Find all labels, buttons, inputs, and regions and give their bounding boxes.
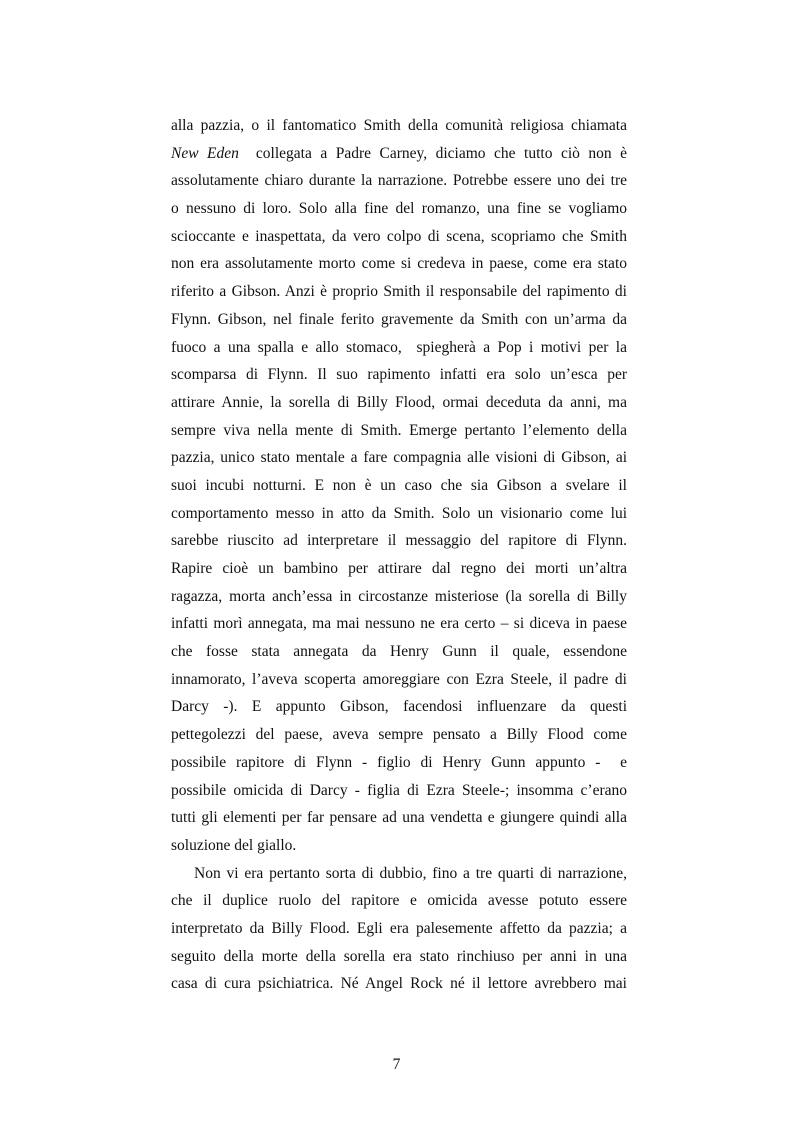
- text-line: interpretato da Billy Flood. Egli era palesemente affetto da pazzia; a: [171, 919, 627, 937]
- text-line: scioccante e inaspettata, da vero colpo di scena, scopriamo che Smith: [171, 227, 627, 245]
- text-line: pettegolezzi del paese, aveva sempre pensato a Billy Flood come: [171, 726, 627, 744]
- text-line: alla pazzia, o il fantomatico Smith della comunità religiosa chiamata: [171, 117, 627, 134]
- italic-title: New Eden: [171, 144, 239, 162]
- text-line: casa di cura psichiatrica. Né Angel Rock né il lettore avrebbero mai: [171, 975, 627, 993]
- text-fragment: collegata a Padre Carney, diciamo che tutto ciò non è: [238, 144, 627, 162]
- text-line: assolutamente chiaro durante la narrazione. Potrebbe essere uno dei tre: [171, 172, 627, 190]
- text-line: possibile omicida di Darcy - figlia di Ezra Steele-; insomma c’erano: [171, 781, 627, 799]
- text-line: non era assolutamente morto come si credeva in paese, come era stato: [171, 255, 627, 273]
- text-line: sempre viva nella mente di Smith. Emerge pertanto l’elemento della: [171, 421, 627, 439]
- text-line: fuoco a una spalla e allo stomaco, spiegherà a Pop i motivi per la: [171, 338, 627, 356]
- text-line: Rapire cioè un bambino per attirare dal regno dei morti un’altra: [171, 560, 627, 577]
- text-line: seguito della morte della sorella era stato rinchiuso per anni in una: [171, 947, 627, 965]
- text-line: sarebbe riuscito ad interpretare il messaggio del rapitore di Flynn.: [171, 532, 627, 550]
- text-line: comportamento messo in atto da Smith. Solo un visionario come lui: [171, 504, 627, 522]
- text-line: pazzia, unico stato mentale a fare compagnia alle visioni di Gibson, ai: [171, 449, 627, 467]
- text-line: che fosse stata annegata da Henry Gunn il quale, essendone: [171, 643, 627, 661]
- text-line: suoi incubi notturni. E non è un caso che sia Gibson a svelare il: [171, 476, 627, 494]
- text-line: soluzione del giallo.: [171, 836, 297, 854]
- text-line: o nessuno di loro. Solo alla fine del romanzo, una fine se vogliamo: [171, 200, 627, 218]
- text-line: Darcy -). E appunto Gibson, facendosi influenzare da questi: [171, 698, 627, 716]
- text-line: possibile rapitore di Flynn - figlio di Henry Gunn appunto - e: [171, 753, 627, 771]
- text-line: Non vi era pertanto sorta di dubbio, fino a tre quarti di narrazione,: [194, 864, 627, 882]
- text-line: scomparsa di Flynn. Il suo rapimento infatti era solo un’esca per: [171, 366, 627, 384]
- text-line: tutti gli elementi per far pensare ad una vendetta e giungere quindi alla: [171, 809, 627, 827]
- page-number: 7: [392, 1056, 401, 1073]
- text-line: innamorato, l’aveva scoperta amoreggiare con Ezra Steele, il padre di: [171, 670, 627, 688]
- text-line: Flynn. Gibson, nel finale ferito gravemente da Smith con un’arma da: [171, 310, 627, 328]
- text-line: riferito a Gibson. Anzi è proprio Smith il responsabile del rapimento di: [171, 283, 627, 301]
- text-line: ragazza, morta anch’essa in circostanze misteriose (la sorella di Billy: [171, 587, 627, 605]
- text-line: [171, 140, 627, 168]
- text-line: che il duplice ruolo del rapitore e omicida avesse potuto essere: [171, 892, 627, 910]
- body-text: [171, 112, 627, 998]
- text-line: infatti morì annegata, ma mai nessuno ne era certo – si diceva in paese: [171, 615, 627, 633]
- text-line: attirare Annie, la sorella di Billy Flood, ormai deceduta da anni, ma: [171, 393, 627, 411]
